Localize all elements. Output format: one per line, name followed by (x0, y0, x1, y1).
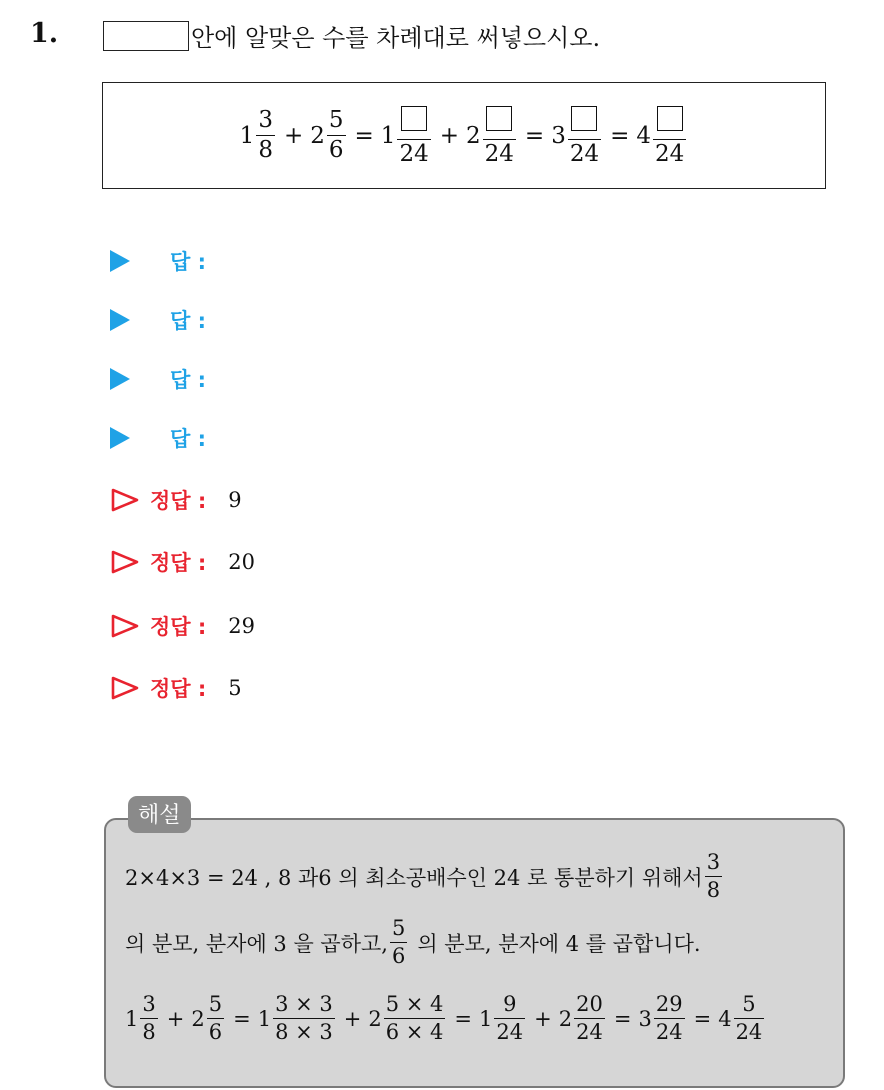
equation-box (102, 82, 826, 189)
solution-value: 20 (228, 550, 256, 574)
denominator: 6 (328, 137, 344, 163)
mixed-whole: 2 (191, 1006, 205, 1031)
mixed-whole: 4 (636, 122, 652, 149)
mixed-whole: 3 (551, 122, 566, 149)
equals-sign: = (233, 1006, 251, 1031)
numerator: 5 (391, 916, 406, 940)
solution-row-1 (110, 485, 242, 515)
triangle-right-icon (110, 250, 130, 272)
equals-sign: = (613, 1006, 632, 1031)
equals-sign: = (610, 122, 630, 149)
answer-row-4[interactable] (110, 423, 206, 453)
denominator: 8 × 3 (275, 1020, 333, 1044)
numerator: 3 (706, 850, 721, 874)
answer-row-2[interactable] (110, 305, 206, 335)
solution-label: 정답 : (150, 489, 207, 513)
equals-sign: = (354, 122, 374, 149)
question-prompt (103, 18, 600, 53)
blank-box-icon (103, 21, 189, 51)
explanation-text: 의 분모, 분자에 3 을 곱하고, (125, 931, 388, 956)
plus-sign: + (439, 122, 459, 149)
answer-blank-4[interactable] (657, 106, 683, 131)
numerator: 5 (208, 992, 223, 1016)
answer-blank-3[interactable] (571, 106, 597, 131)
denominator: 8 (258, 137, 273, 163)
explanation-text: 2×4×3 = 24 , 8 과6 의 최소공배수인 24 로 통분하기 위해서 (125, 865, 703, 890)
outline-triangle-icon (110, 675, 140, 701)
fraction-blank (653, 106, 686, 166)
outline-triangle-icon (110, 487, 140, 513)
numerator: 5 (328, 107, 344, 133)
denominator: 24 (735, 1020, 763, 1044)
denominator: 24 (576, 1020, 603, 1044)
plus-sign: + (166, 1006, 185, 1031)
solution-row-2 (110, 547, 255, 577)
explanation-tab: 해설 (128, 796, 191, 833)
answer-label: 답 : (170, 427, 206, 451)
mixed-whole: 1 (479, 1006, 493, 1031)
solution-value: 9 (228, 488, 242, 512)
plus-sign: + (283, 122, 304, 149)
plus-sign: + (534, 1006, 552, 1031)
fraction (273, 994, 335, 1043)
numerator: 5 × 4 (385, 992, 444, 1016)
mixed-whole: 1 (125, 1006, 139, 1031)
denominator: 24 (496, 1020, 524, 1044)
numerator: 3 × 3 (275, 992, 333, 1016)
mixed-whole: 2 (558, 1006, 573, 1031)
question-text: 안에 알맞은 수를 차례대로 써넣으시오. (191, 24, 601, 52)
mixed-whole: 3 (638, 1006, 652, 1031)
answer-label: 답 : (170, 368, 206, 392)
answer-blank-1[interactable] (401, 106, 427, 131)
solution-label: 정답 : (150, 551, 207, 575)
fraction (327, 109, 346, 162)
fraction-blank (483, 106, 516, 166)
triangle-right-icon (110, 309, 130, 331)
equals-sign: = (693, 1006, 712, 1031)
numerator: 3 (142, 992, 156, 1016)
explanation-line-3 (125, 994, 766, 1043)
answer-row-3[interactable] (110, 364, 206, 394)
outline-triangle-icon (110, 549, 140, 575)
numerator: 29 (655, 992, 683, 1016)
numerator: 20 (576, 992, 603, 1016)
denominator: 24 (399, 140, 429, 167)
solution-row-3 (110, 611, 255, 641)
answer-blank-2[interactable] (486, 106, 512, 131)
denominator: 24 (655, 1020, 683, 1044)
denominator: 6 (208, 1020, 223, 1044)
denominator: 6 × 4 (385, 1020, 444, 1044)
denominator: 6 (391, 944, 406, 968)
equals-sign: = (524, 122, 545, 149)
outline-triangle-icon (110, 613, 140, 639)
fraction-blank (397, 106, 430, 166)
mixed-whole: 4 (718, 1006, 732, 1031)
triangle-right-icon (110, 427, 130, 449)
fraction (734, 994, 765, 1043)
equals-sign: = (454, 1006, 473, 1031)
denominator: 8 (706, 878, 721, 902)
explanation-line-1 (125, 852, 724, 901)
answer-label: 답 : (170, 309, 206, 333)
triangle-right-icon (110, 368, 130, 390)
mixed-whole: 1 (257, 1006, 272, 1031)
denominator: 8 (142, 1020, 156, 1044)
mixed-whole: 2 (310, 122, 325, 149)
plus-sign: + (343, 1006, 362, 1031)
solution-label: 정답 : (150, 677, 207, 701)
solution-label: 정답 : (150, 615, 207, 639)
solution-row-4 (110, 673, 242, 703)
fraction-blank (568, 106, 601, 166)
fraction (390, 918, 407, 967)
solution-value: 5 (228, 676, 242, 700)
fraction (384, 994, 446, 1043)
fraction (256, 109, 275, 162)
answer-row-1[interactable] (110, 246, 206, 276)
denominator: 24 (484, 140, 514, 167)
fraction (654, 994, 685, 1043)
numerator: 3 (258, 107, 273, 133)
numerator: 5 (742, 992, 756, 1016)
mixed-whole: 2 (368, 1006, 382, 1031)
explanation-text: 의 분모, 분자에 4 를 곱합니다. (417, 931, 701, 956)
equation (240, 106, 689, 166)
question-number: 1. (30, 18, 59, 49)
explanation-line-2 (125, 918, 701, 967)
numerator: 9 (503, 992, 517, 1016)
mixed-whole: 2 (466, 122, 481, 149)
answer-label: 답 : (170, 250, 206, 274)
fraction (140, 994, 157, 1043)
fraction (574, 994, 605, 1043)
denominator: 24 (655, 140, 685, 167)
mixed-whole: 1 (239, 122, 255, 149)
denominator: 24 (569, 140, 600, 167)
mixed-whole: 1 (380, 122, 396, 149)
fraction (494, 994, 525, 1043)
solution-value: 29 (228, 614, 256, 638)
fraction (705, 852, 722, 901)
fraction (207, 994, 224, 1043)
